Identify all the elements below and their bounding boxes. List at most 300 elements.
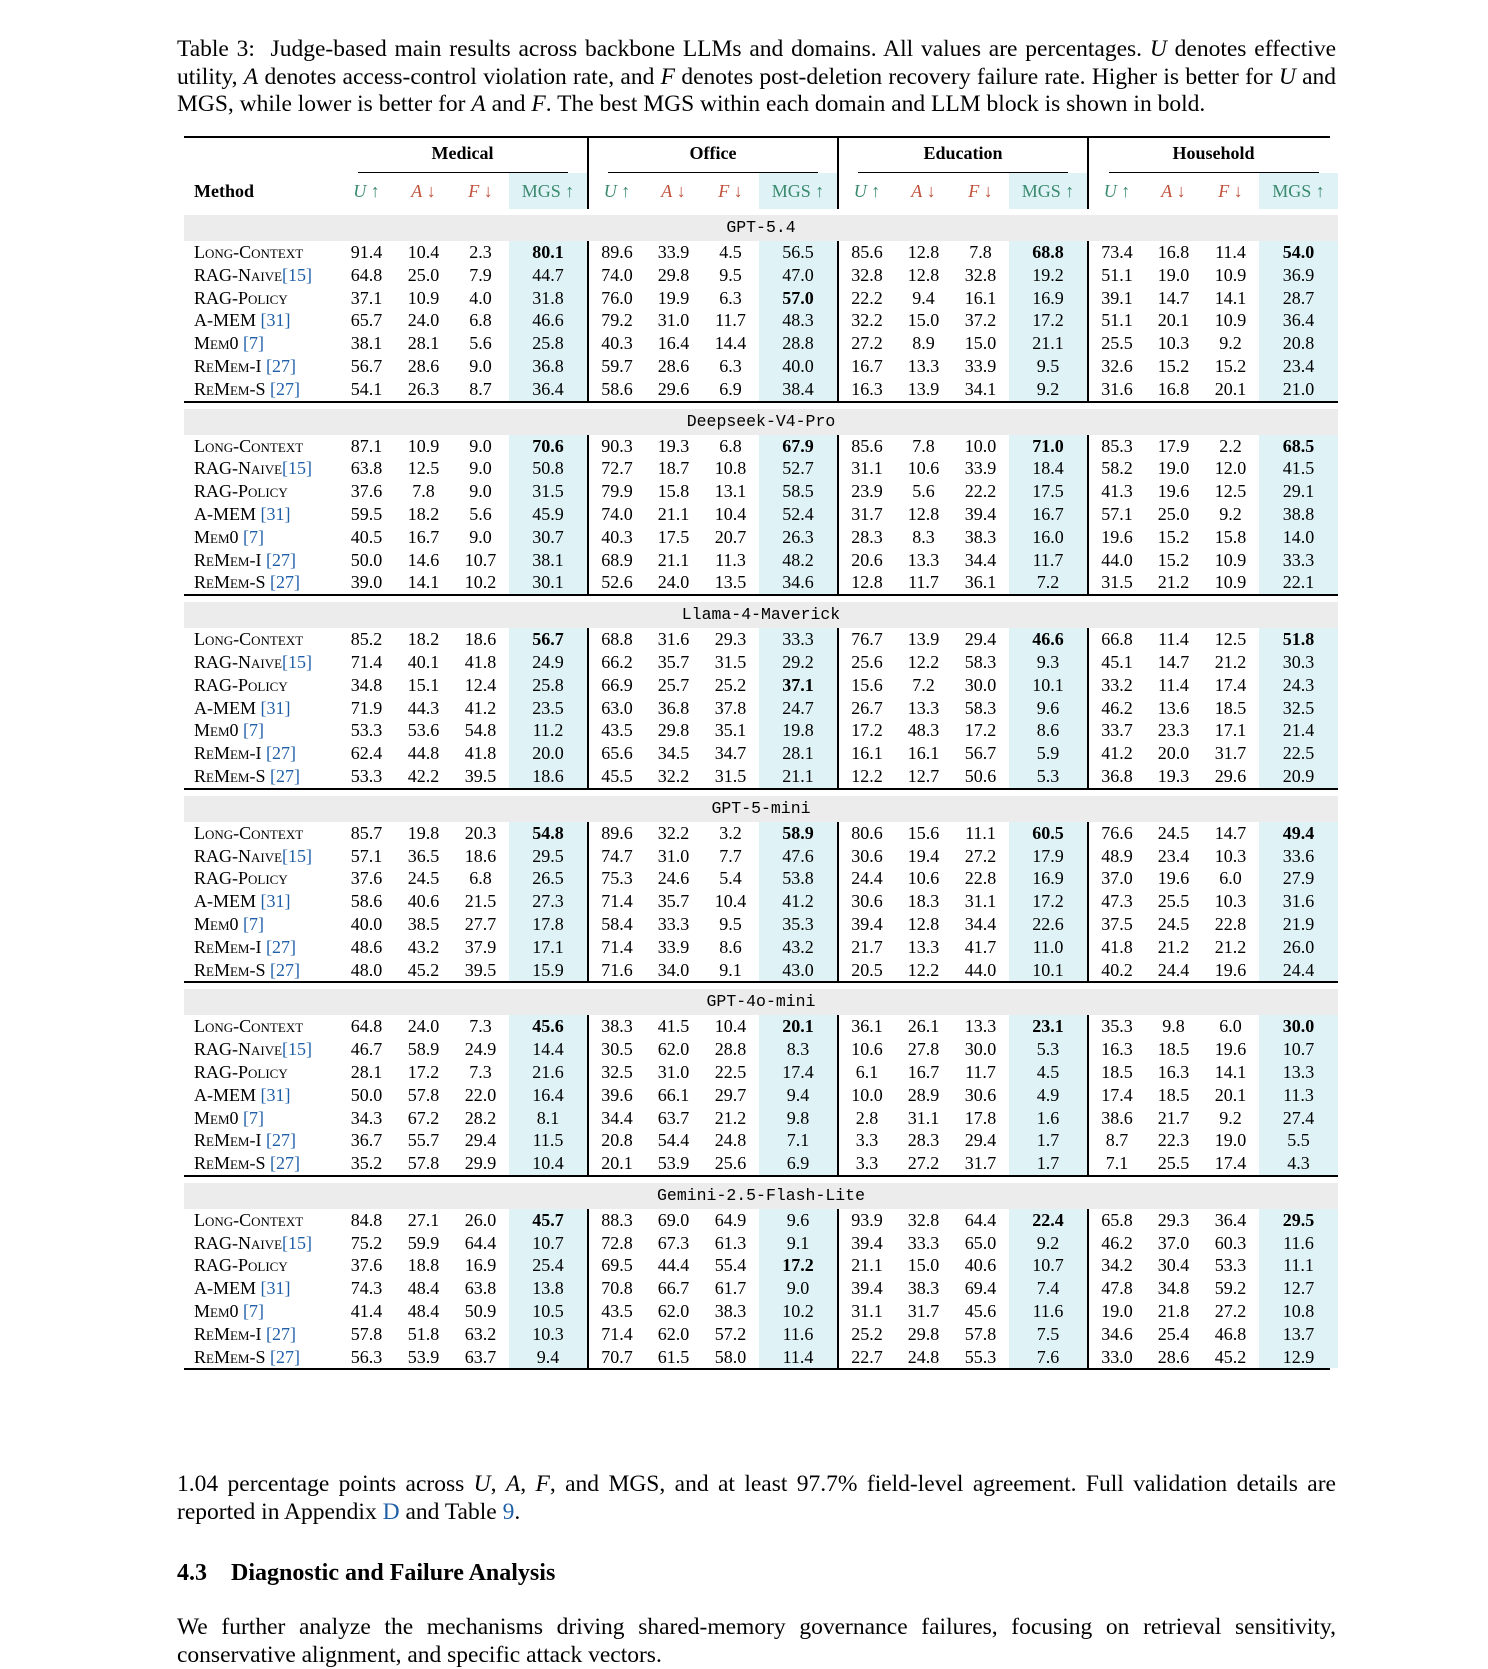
metric-header-mgs: [509, 173, 588, 209]
value-cell: 34.7: [714, 743, 747, 764]
metric-symbol: U: [1103, 181, 1117, 201]
table-row: [184, 651, 1338, 674]
value-cell: 6.9: [759, 1152, 838, 1176]
value-cell: 28.6: [407, 355, 440, 376]
value-cell: 15.2: [1157, 355, 1190, 376]
value-cell: 19.6: [1088, 526, 1145, 549]
value-cell: 21.1: [657, 503, 690, 524]
value-cell: 18.6: [464, 845, 497, 866]
value-cell: 34.5: [657, 743, 690, 764]
metric-arrow: ↓: [479, 181, 493, 201]
value-cell: 20.1: [588, 1152, 645, 1176]
method-name: [184, 1277, 338, 1300]
value-cell: 7.9: [469, 264, 492, 285]
value-cell: 56.3: [350, 1346, 383, 1367]
value-cell: 28.1: [759, 742, 838, 765]
value-cell: 39.5: [464, 959, 497, 980]
value-cell: 40.6: [407, 891, 440, 912]
value-cell: 37.6: [350, 481, 383, 502]
value-cell: 72.8: [588, 1232, 645, 1255]
value-cell: 53.9: [657, 1153, 690, 1174]
value-cell: 29.4: [464, 1130, 497, 1151]
value-cell: 24.9: [464, 1039, 497, 1060]
value-cell: 5.6: [912, 481, 935, 502]
value-cell: 21.6: [509, 1061, 588, 1084]
value-cell: 29.3: [1157, 1209, 1190, 1230]
value-cell: 45.1: [1088, 651, 1145, 674]
value-cell: 17.4: [1214, 674, 1247, 695]
table-row: [184, 867, 1338, 890]
value-cell: 54.1: [350, 378, 383, 399]
value-cell: 22.7: [838, 1346, 895, 1369]
value-cell: 7.2: [1009, 571, 1088, 595]
value-cell: 31.0: [657, 1061, 690, 1082]
value-cell: 10.9: [1214, 310, 1247, 331]
value-cell: 34.6: [1088, 1323, 1145, 1346]
metric-arrow: ↑: [1060, 181, 1075, 201]
value-cell: 29.6: [657, 378, 690, 399]
value-cell: 23.4: [1157, 845, 1190, 866]
value-cell: 39.5: [464, 765, 497, 786]
value-cell: 11.6: [1009, 1300, 1088, 1323]
value-cell: 2.8: [838, 1107, 895, 1130]
method-label: RAG-Naive: [194, 1039, 283, 1060]
value-cell: 8.9: [912, 333, 935, 354]
value-cell: 16.9: [1009, 287, 1088, 310]
value-cell: 15.8: [1214, 526, 1247, 547]
value-cell: 29.3: [714, 629, 747, 650]
value-cell: 6.1: [838, 1061, 895, 1084]
value-cell: 27.9: [1259, 867, 1338, 890]
citation-link: [31]: [260, 503, 291, 524]
value-cell: 85.7: [350, 822, 383, 843]
method-label: A-MEM: [194, 1084, 261, 1105]
method-label: A-MEM: [194, 697, 261, 718]
value-cell: 22.1: [1259, 571, 1338, 595]
value-cell: 31.5: [714, 651, 747, 672]
value-cell: 30.0: [964, 674, 997, 695]
value-cell: 17.8: [964, 1107, 997, 1128]
value-cell: 8.1: [509, 1107, 588, 1130]
metric-header-mgs: [759, 173, 838, 209]
value-cell: 9.5: [719, 913, 742, 934]
value-cell: 58.3: [964, 697, 997, 718]
value-cell: 41.2: [1088, 742, 1145, 765]
method-label: Mem0: [194, 1301, 244, 1322]
method-name: [184, 913, 338, 936]
value-cell: 10.7: [464, 549, 497, 570]
value-cell: 41.8: [464, 651, 497, 672]
value-cell: 7.3: [469, 1016, 492, 1037]
value-cell: 31.5: [714, 765, 747, 786]
value-cell: 16.1: [838, 742, 895, 765]
value-cell: 1.6: [1009, 1107, 1088, 1130]
value-cell: 5.3: [1009, 1038, 1088, 1061]
table-row: [184, 309, 1338, 332]
value-cell: 54.8: [464, 720, 497, 741]
value-cell: 29.2: [759, 651, 838, 674]
value-cell: 16.3: [1157, 1061, 1190, 1082]
value-cell: 6.0: [1219, 1016, 1242, 1037]
metric-header-row: [184, 173, 1338, 209]
value-cell: 13.9: [907, 629, 940, 650]
value-cell: 66.1: [657, 1084, 690, 1105]
metric-arrow: ↑: [366, 181, 380, 201]
value-cell: 67.2: [407, 1107, 440, 1128]
value-cell: 37.1: [350, 287, 383, 308]
value-cell: 22.5: [1259, 742, 1338, 765]
value-cell: 30.4: [1157, 1255, 1190, 1276]
value-cell: 5.9: [1009, 742, 1088, 765]
value-cell: 35.3: [759, 913, 838, 936]
value-cell: 26.0: [464, 1209, 497, 1230]
value-cell: 66.7: [657, 1278, 690, 1299]
value-cell: 17.2: [1009, 309, 1088, 332]
value-cell: 58.3: [964, 651, 997, 672]
value-cell: 17.1: [1214, 720, 1247, 741]
llm-block-header: [184, 602, 1338, 628]
value-cell: 10.6: [838, 1038, 895, 1061]
value-cell: 14.1: [407, 572, 440, 593]
metric-header-u: [588, 173, 645, 209]
value-cell: 62.4: [350, 743, 383, 764]
value-cell: 35.1: [714, 720, 747, 741]
value-cell: 12.0: [1214, 458, 1247, 479]
value-cell: 22.8: [964, 868, 997, 889]
value-cell: 50.0: [350, 1084, 383, 1105]
value-cell: 10.8: [1259, 1300, 1338, 1323]
value-cell: 31.1: [838, 457, 895, 480]
value-cell: 32.8: [838, 264, 895, 287]
value-cell: 10.3: [509, 1323, 588, 1346]
value-cell: 45.2: [1214, 1346, 1247, 1367]
value-cell: 38.1: [509, 549, 588, 572]
value-cell: 13.5: [714, 572, 747, 593]
value-cell: 12.2: [838, 765, 895, 789]
value-cell: 16.8: [1157, 378, 1190, 399]
table-row: [184, 719, 1338, 742]
value-cell: 10.6: [907, 868, 940, 889]
value-cell: 9.0: [469, 526, 492, 547]
method-label: RAG-Naive: [194, 845, 283, 866]
metric-arrow: ↓: [1172, 181, 1186, 201]
method-name: [184, 355, 338, 378]
value-cell: 58.6: [350, 891, 383, 912]
value-cell: 49.4: [1259, 822, 1338, 845]
metric-symbol: F: [718, 181, 730, 201]
table-row: [184, 697, 1338, 720]
value-cell: 14.0: [1259, 526, 1338, 549]
value-cell: 13.3: [907, 697, 940, 718]
value-cell: 47.3: [1088, 890, 1145, 913]
value-cell: 10.9: [1214, 549, 1247, 570]
value-cell: 34.3: [350, 1107, 383, 1128]
value-cell: 20.1: [1214, 378, 1247, 399]
value-cell: 35.2: [350, 1153, 383, 1174]
value-cell: 28.2: [464, 1107, 497, 1128]
value-cell: 31.6: [1259, 890, 1338, 913]
appendix-link[interactable]: D: [382, 1499, 400, 1525]
value-cell: 10.0: [838, 1084, 895, 1107]
table-link[interactable]: 9: [502, 1499, 515, 1525]
value-cell: 67.9: [759, 435, 838, 458]
value-cell: 46.2: [1088, 697, 1145, 720]
value-cell: 85.3: [1088, 435, 1145, 458]
table-row: [184, 549, 1338, 572]
value-cell: 24.8: [714, 1130, 747, 1151]
value-cell: 33.3: [907, 1232, 940, 1253]
value-cell: 15.0: [907, 310, 940, 331]
value-cell: 28.3: [838, 526, 895, 549]
method-label: Mem0: [194, 913, 244, 934]
method-label: Mem0: [194, 720, 244, 741]
value-cell: 4.0: [469, 287, 492, 308]
value-cell: 7.8: [969, 242, 992, 262]
value-cell: 48.4: [407, 1278, 440, 1299]
value-cell: 11.7: [965, 1061, 996, 1082]
value-cell: 38.8: [1259, 503, 1338, 526]
citation-link: [7]: [243, 526, 265, 547]
value-cell: 17.5: [657, 526, 690, 547]
value-cell: 10.7: [1259, 1038, 1338, 1061]
value-cell: 10.3: [1157, 333, 1190, 354]
value-cell: 21.7: [1157, 1107, 1190, 1128]
value-cell: 44.0: [1088, 549, 1145, 572]
value-cell: 27.2: [838, 332, 895, 355]
value-cell: 19.3: [1157, 765, 1190, 786]
value-cell: 68.8: [1009, 241, 1088, 264]
value-cell: 17.4: [1088, 1084, 1145, 1107]
table-row: [184, 1254, 1338, 1277]
value-cell: 17.2: [1009, 890, 1088, 913]
value-cell: 71.6: [588, 959, 645, 983]
citation-link: [31]: [260, 697, 291, 718]
method-name: [184, 1015, 338, 1038]
value-cell: 34.4: [964, 549, 997, 570]
value-cell: 91.4: [350, 242, 383, 262]
value-cell: 7.8: [912, 435, 935, 456]
value-cell: 42.2: [407, 765, 440, 786]
value-cell: 14.7: [1157, 651, 1190, 672]
value-cell: 26.1: [907, 1016, 940, 1037]
value-cell: 16.7: [838, 355, 895, 378]
llm-block-header: [184, 796, 1338, 822]
value-cell: 21.1: [838, 1254, 895, 1277]
value-cell: 19.0: [1157, 264, 1190, 285]
method-label: Mem0: [194, 526, 244, 547]
value-cell: 53.6: [407, 720, 440, 741]
value-cell: 35.7: [657, 891, 690, 912]
value-cell: 15.0: [907, 1255, 940, 1276]
value-cell: 57.8: [407, 1084, 440, 1105]
value-cell: 4.3: [1259, 1152, 1338, 1176]
citation-link: [15]: [282, 1039, 313, 1060]
value-cell: 43.2: [759, 936, 838, 959]
value-cell: 32.5: [588, 1061, 645, 1084]
value-cell: 9.2: [1219, 333, 1242, 354]
value-cell: 31.7: [907, 1301, 940, 1322]
value-cell: 41.7: [964, 936, 997, 957]
method-name: [184, 845, 338, 868]
value-cell: 53.9: [407, 1346, 440, 1367]
value-cell: 33.7: [1088, 719, 1145, 742]
table-row: [184, 1015, 1338, 1038]
method-label: RAG-Naive: [194, 1232, 283, 1253]
value-cell: 12.2: [907, 651, 940, 672]
value-cell: 16.8: [1157, 242, 1190, 262]
value-cell: 25.7: [657, 674, 690, 695]
table-row: [184, 1038, 1338, 1061]
domain-label: Office: [608, 138, 818, 173]
value-cell: 23.9: [838, 480, 895, 503]
value-cell: 57.1: [1088, 503, 1145, 526]
method-label: Mem0: [194, 333, 244, 354]
value-cell: 31.7: [838, 503, 895, 526]
table-row: [184, 264, 1338, 287]
table-row: [184, 913, 1338, 936]
value-cell: 63.8: [464, 1278, 497, 1299]
value-cell: 85.6: [838, 241, 895, 264]
metric-header-mgs: [1259, 173, 1338, 209]
value-cell: 17.1: [509, 936, 588, 959]
method-label: ReMem-S: [194, 572, 270, 593]
value-cell: 9.4: [509, 1346, 588, 1369]
value-cell: 69.4: [964, 1278, 997, 1299]
value-cell: 73.4: [1088, 241, 1145, 264]
value-cell: 40.6: [964, 1255, 997, 1276]
method-name: [184, 1107, 338, 1130]
value-cell: 43.5: [588, 1300, 645, 1323]
value-cell: 29.4: [964, 1130, 997, 1151]
caption-text: denotes post-deletion recovery failure rate. Higher is better for: [681, 63, 1273, 90]
citation-link: [7]: [243, 333, 265, 354]
value-cell: 70.7: [588, 1346, 645, 1369]
value-cell: 7.6: [1009, 1346, 1088, 1369]
value-cell: 38.3: [907, 1278, 940, 1299]
value-cell: 38.1: [350, 333, 383, 354]
metric-arrow: ↑: [1311, 181, 1325, 201]
value-cell: 89.6: [588, 241, 645, 264]
value-cell: 10.9: [407, 287, 440, 308]
value-cell: 19.8: [759, 719, 838, 742]
value-cell: 40.3: [588, 332, 645, 355]
value-cell: 17.2: [838, 719, 895, 742]
value-cell: 19.6: [1157, 481, 1190, 502]
metric-header-u: [838, 173, 895, 209]
value-cell: 76.7: [838, 628, 895, 651]
metric-header-f: [952, 173, 1009, 209]
table-row: [184, 1300, 1338, 1323]
citation-link: [27]: [265, 1323, 296, 1344]
value-cell: 23.4: [1259, 355, 1338, 378]
citation-link: [7]: [243, 913, 265, 934]
value-cell: 41.4: [350, 1301, 383, 1322]
citation-link: [27]: [269, 959, 300, 980]
value-cell: 3.3: [838, 1152, 895, 1176]
method-label: ReMem-S: [194, 765, 270, 786]
metric-header-f: [452, 173, 509, 209]
citation-link: [27]: [269, 765, 300, 786]
value-cell: 30.6: [964, 1084, 997, 1105]
value-cell: 38.5: [407, 913, 440, 934]
value-cell: 8.6: [1009, 719, 1088, 742]
value-cell: 71.0: [1009, 435, 1088, 458]
value-cell: 21.4: [1259, 719, 1338, 742]
metric-arrow: ↑: [1116, 181, 1131, 201]
value-cell: 12.8: [907, 503, 940, 524]
value-cell: 34.6: [759, 571, 838, 595]
value-cell: 10.1: [1009, 959, 1088, 983]
value-cell: 51.1: [1088, 309, 1145, 332]
value-cell: 16.9: [1009, 867, 1088, 890]
value-cell: 85.2: [350, 629, 383, 650]
metric-header-a: [895, 173, 952, 209]
value-cell: 36.4: [1259, 309, 1338, 332]
citation-link: [31]: [260, 1084, 291, 1105]
value-cell: 40.5: [350, 526, 383, 547]
llm-name: GPT-5-mini: [184, 796, 1338, 822]
value-cell: 71.4: [588, 890, 645, 913]
value-cell: 11.3: [1259, 1084, 1338, 1107]
value-cell: 45.5: [588, 765, 645, 789]
value-cell: 7.8: [412, 481, 435, 502]
value-cell: 76.6: [1088, 822, 1145, 845]
value-cell: 4.9: [1009, 1084, 1088, 1107]
value-cell: 44.4: [657, 1255, 690, 1276]
value-cell: 34.8: [350, 674, 383, 695]
value-cell: 39.4: [838, 913, 895, 936]
value-cell: 8.6: [719, 936, 742, 957]
value-cell: 12.7: [907, 765, 940, 786]
value-cell: 11.0: [1009, 936, 1088, 959]
value-cell: 29.8: [907, 1323, 940, 1344]
value-cell: 26.0: [1259, 936, 1338, 959]
value-cell: 20.8: [588, 1129, 645, 1152]
value-cell: 9.2: [1219, 503, 1242, 524]
caption-symbol-a: A: [471, 91, 486, 117]
value-cell: 63.0: [588, 697, 645, 720]
value-cell: 23.1: [1009, 1015, 1088, 1038]
value-cell: 9.8: [759, 1107, 838, 1130]
value-cell: 48.0: [350, 959, 383, 980]
method-label: RAG-Naive: [194, 651, 283, 672]
citation-link: [27]: [269, 378, 300, 399]
metric-header-f: [1202, 173, 1259, 209]
method-name: [184, 1209, 338, 1232]
value-cell: 18.7: [657, 458, 690, 479]
value-cell: 10.5: [509, 1300, 588, 1323]
value-cell: 46.2: [1088, 1232, 1145, 1255]
value-cell: 17.2: [407, 1061, 440, 1082]
results-table: [184, 136, 1330, 1370]
header-spacer: [184, 138, 338, 173]
value-cell: 74.3: [350, 1278, 383, 1299]
value-cell: 50.8: [509, 457, 588, 480]
value-cell: 48.2: [759, 549, 838, 572]
value-cell: 75.2: [350, 1232, 383, 1253]
metric-symbol: MGS: [1021, 181, 1061, 201]
value-cell: 93.9: [838, 1209, 895, 1232]
caption-symbol-u: U: [1149, 36, 1167, 62]
value-cell: 12.8: [907, 242, 940, 262]
value-cell: 22.3: [1157, 1130, 1190, 1151]
value-cell: 9.5: [1009, 355, 1088, 378]
llm-block-header: [184, 409, 1338, 435]
value-cell: 34.4: [588, 1107, 645, 1130]
method-name: [184, 674, 338, 697]
value-cell: 9.2: [1219, 1107, 1242, 1128]
table-row: [184, 765, 1338, 789]
